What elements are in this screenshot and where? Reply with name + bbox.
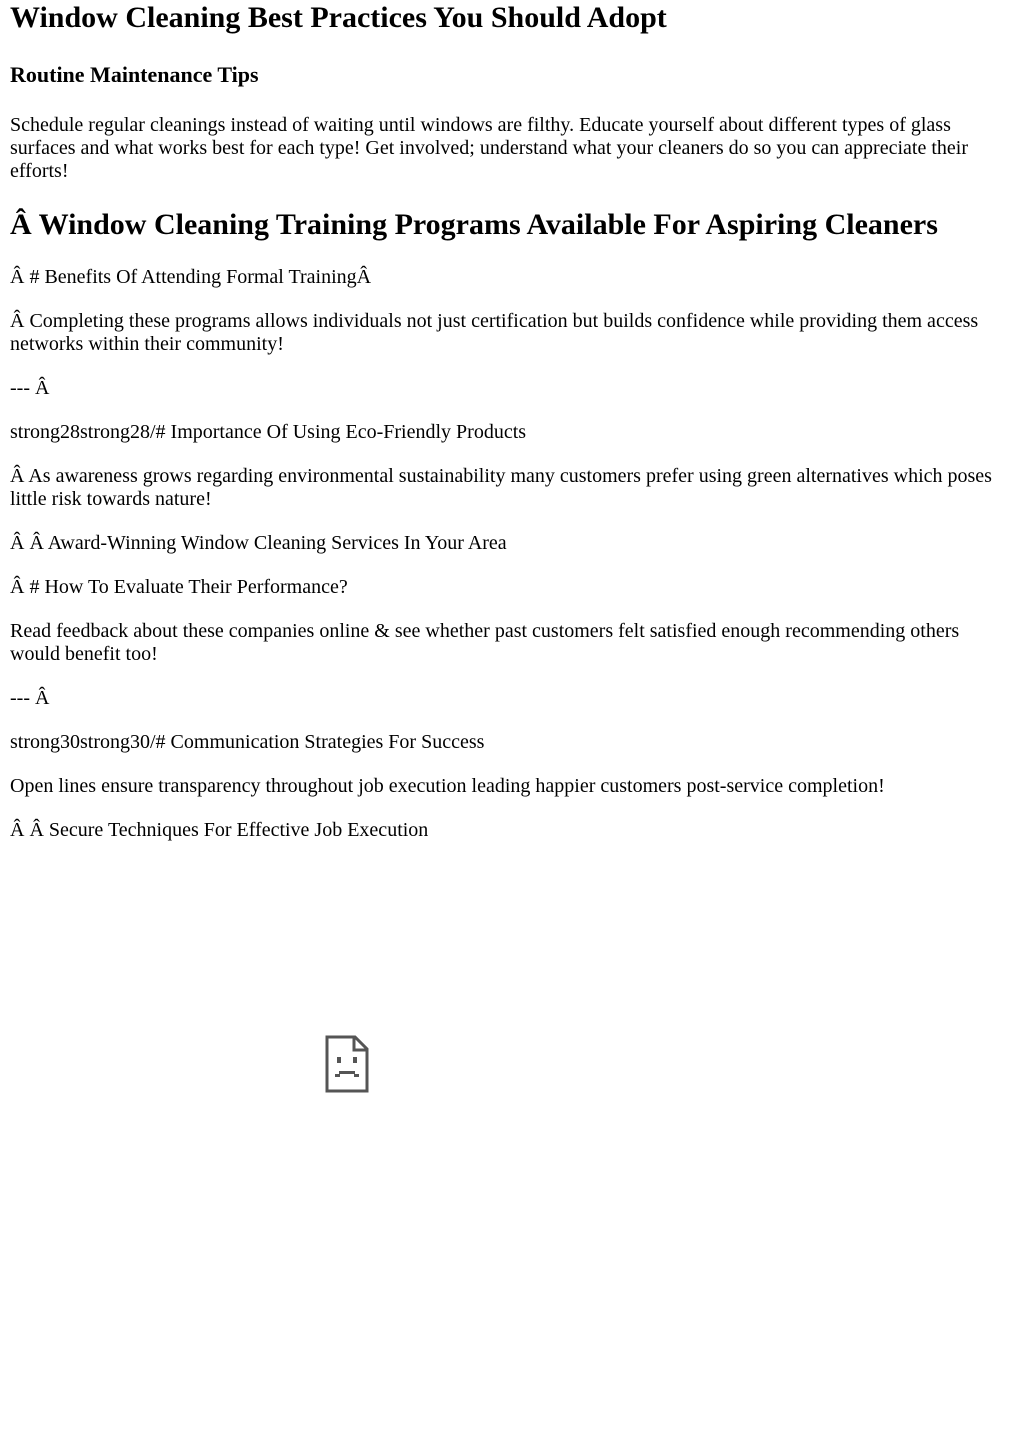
paragraph-benefits-text: Â Completing these programs allows individuals not just certification but builds confidence while providing them access networks within their community! [10,310,979,355]
separator-text: --- Â [10,377,50,399]
broken-image-icon [325,1035,369,1093]
paragraph-communication-text: Open lines ensure transparency throughout job execution leading happier customers post-service completion! [10,775,885,797]
paragraph-eco-friendly-text: Â As awareness grows regarding environmental sustainability many customers prefer using green alternatives which poses little risk towards nature! [10,465,992,510]
paragraph-routine-maintenance: Schedule regular cleanings instead of waiting until windows are filthy. Educate yourself about different types of glass surfaces and what works best for each type! Get involved; understand what your cleaners do so you can appreciate their efforts! [10,114,968,182]
paragraph-feedback-text: Read feedback about these companies online & see whether past customers felt satisfied enough recommending others would benefit too! [10,620,960,665]
section-heading-training-programs: Â Window Cleaning Training Programs Available For Aspiring Cleaners [10,208,938,241]
page-title: Window Cleaning Best Practices You Should Adopt [10,1,667,34]
paragraph-benefits-heading: Â # Benefits Of Attending Formal TrainingÂ [10,266,372,288]
paragraph-secure-techniques: Â Â Secure Techniques For Effective Job Execution [10,819,429,841]
paragraph-evaluate-heading: Â # How To Evaluate Their Performance? [10,576,348,598]
section-heading-routine-maintenance: Routine Maintenance Tips [10,62,259,87]
paragraph-eco-friendly-heading: strong28strong28/# Importance Of Using Eco-Friendly Products [10,421,527,443]
separator-text: --- Â [10,687,50,709]
paragraph-communication-heading: strong30strong30/# Communication Strategies For Success [10,731,485,753]
paragraph-award-winning: Â Â Award-Winning Window Cleaning Services In Your Area [10,532,507,554]
